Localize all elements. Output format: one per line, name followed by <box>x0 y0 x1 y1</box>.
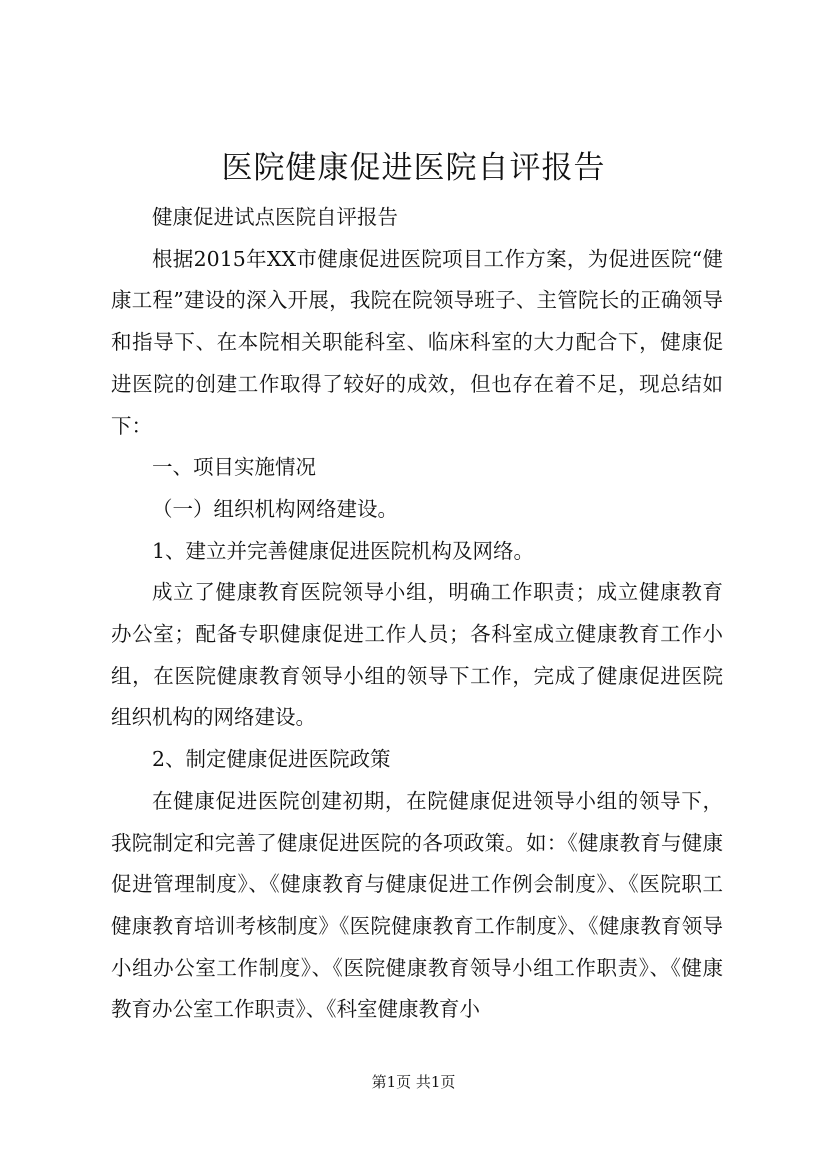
document-body <box>111 197 723 1031</box>
item-heading-2: 2、制定健康促进医院政策 <box>152 747 391 772</box>
item-heading-1: 1、建立并完善健康促进医院机构及网络。 <box>152 538 535 563</box>
section-heading: 一、项目实施情况 <box>152 455 316 480</box>
item-paragraph-2: 在健康促进医院创建初期，在院健康促进领导小组的领导下，我院制定和完善了健康促进医院的各项政策。如：《健康教育与健康促进管理制度》、《健康教育与健康促进工作例会制度》、《医院职工健康教育培训考核制度》《医院健康教育工作制度》、《健康教育领导小组办公室工作制度》、《医院健康教育领导小组工作职责》、《健康教育办公室工作职责》、《科室健康教育小 <box>111 788 723 1022</box>
document-title: 医院健康促进医院自评报告 <box>221 150 606 186</box>
intro-paragraph: 根据2015年XX市健康促进医院项目工作方案，为促进医院“健康工程”建设的深入开展，我院在院领导班子、主管院长的正确领导和指导下、在本院相关职能科室、临床科室的大力配合下，健康促进医院的创建工作取得了较好的成效，但也存在着不足，现总结如下： <box>111 246 723 438</box>
subsection-heading: （一）组织机构网络建设。 <box>152 496 398 521</box>
item-paragraph-1: 成立了健康教育医院领导小组，明确工作职责；成立健康教育办公室；配备专职健康促进工作人员；各科室成立健康教育工作小组，在医院健康教育领导小组的领导下工作，完成了健康促进医院组织机构的网络建设。 <box>111 580 723 730</box>
page-footer: 第1页 共1页 <box>371 1073 456 1091</box>
subtitle-paragraph: 健康促进试点医院自评报告 <box>152 205 398 229</box>
